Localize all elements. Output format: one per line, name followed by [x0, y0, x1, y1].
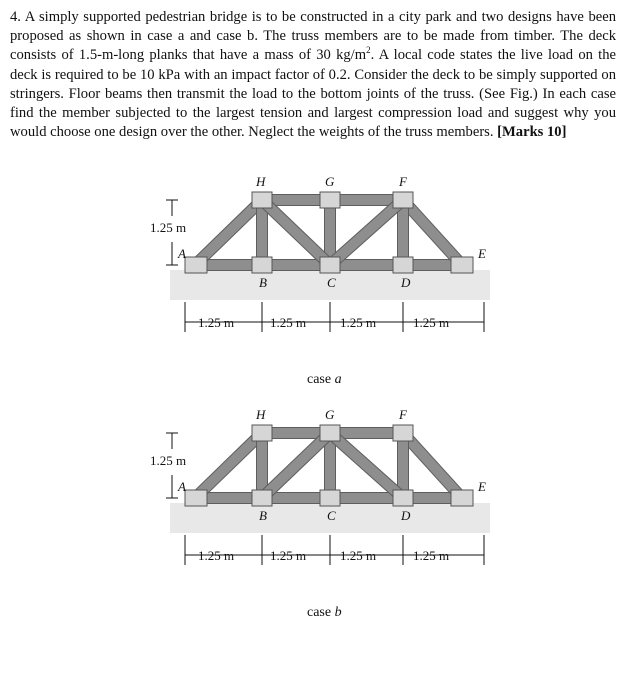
joint-label-g: G — [325, 407, 335, 422]
span-label-4: 1.25 m — [413, 548, 450, 563]
joint-label-b: B — [259, 275, 267, 290]
span-dimensions — [185, 535, 484, 565]
span-label-3: 1.25 m — [340, 315, 377, 330]
joint-label-c: C — [327, 275, 336, 290]
span-label-4: 1.25 m — [413, 315, 450, 330]
marks-label: [Marks 10] — [497, 124, 567, 141]
span-label-2: 1.25 m — [270, 315, 307, 330]
span-label-3: 1.25 m — [340, 548, 377, 563]
span-dimensions — [185, 302, 484, 332]
joint-label-f: F — [399, 174, 407, 189]
joint-label-d: D — [401, 508, 411, 523]
span-label-2: 1.25 m — [270, 548, 307, 563]
span-label-1: 1.25 m — [198, 548, 235, 563]
truss-figure-case-a — [0, 172, 627, 387]
joint-label-a: A — [178, 246, 186, 261]
joint-label-g: G — [325, 174, 335, 189]
problem-superscript: 2 — [366, 45, 371, 56]
height-label: 1.25 m — [150, 220, 187, 235]
joint-label-h: H — [256, 407, 266, 422]
truss-members — [195, 200, 462, 265]
problem-text-2: . A local code states the live load on the deck is required to be 10 kPa with an impact factor of 0.2. Consider the deck to be simply supported on stringers. Floor beams then transmit the load to the bottom joints of the truss. (See Fig.) In each case find the member subjected to the largest tension and largest compression load and suggest why you would choose one design over the other. Neglect the weights of the truss members. — [10, 47, 616, 141]
caption-case-b: case b — [307, 605, 342, 620]
joint-label-d: D — [401, 275, 411, 290]
span-label-1: 1.25 m — [198, 315, 235, 330]
height-label: 1.25 m — [150, 453, 187, 468]
joint-label-e: E — [478, 479, 486, 494]
caption-case-a: case a — [307, 372, 342, 387]
joint-label-b: B — [259, 508, 267, 523]
truss-figure-case-b — [0, 405, 627, 620]
joint-label-a: A — [178, 479, 186, 494]
truss-members — [195, 433, 462, 498]
joint-label-f: F — [399, 407, 407, 422]
joint-label-c: C — [327, 508, 336, 523]
joint-label-h: H — [256, 174, 266, 189]
problem-statement — [10, 8, 616, 142]
problem-number: 4. — [10, 9, 21, 25]
problem-text-1: A simply supported pedestrian bridge is to be constructed in a city park and two designs have been proposed as shown in case a and case b. The truss members are to be made from timber. The deck consists of 1.5-m-long planks that have a mass of 30 kg/m — [10, 9, 616, 64]
joint-label-e: E — [478, 246, 486, 261]
